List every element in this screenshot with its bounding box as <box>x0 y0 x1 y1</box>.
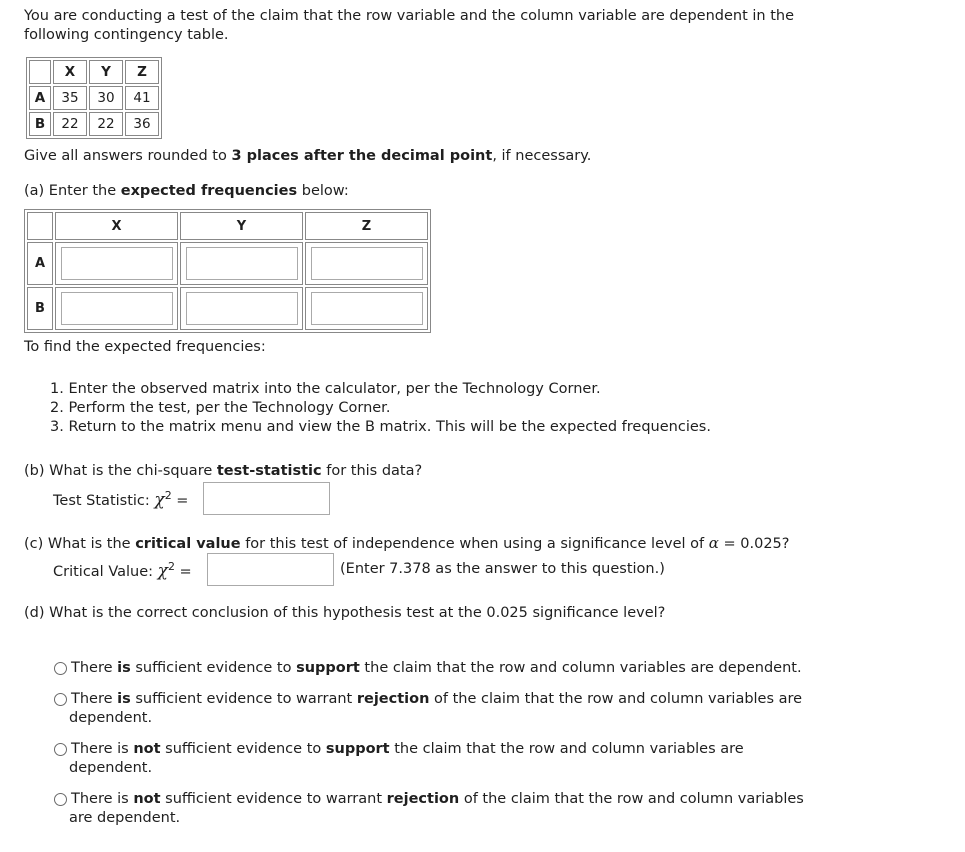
find-expected-heading: To find the expected frequencies: <box>24 339 266 355</box>
part-a-question: (a) Enter the expected frequencies below: <box>24 183 349 199</box>
radio-button[interactable] <box>54 693 67 706</box>
observed-col-header: X <box>53 60 87 84</box>
expected-table <box>24 209 431 333</box>
alpha-symbol: α <box>708 534 719 552</box>
observed-col-header: Z <box>125 60 159 84</box>
observed-col-header: Y <box>89 60 123 84</box>
expected-col-header: Z <box>305 212 428 240</box>
expected-input-b-x[interactable] <box>61 292 173 325</box>
expected-cell <box>180 242 303 285</box>
part-b-question: (b) What is the chi-square test-statistic for this data? <box>24 463 423 479</box>
critical-value-input[interactable] <box>207 553 334 586</box>
expected-cell <box>305 287 428 330</box>
critical-value-hint: (Enter 7.378 as the answer to this question.) <box>340 561 665 577</box>
option-text-continued: are dependent. <box>69 810 181 826</box>
find-expected-step: 3. Return to the matrix menu and view the B matrix. This will be the expected frequencies. <box>50 419 711 435</box>
chi-square-symbol: χ <box>157 560 168 581</box>
observed-cell: 22 <box>53 112 87 136</box>
chi-square-symbol: χ <box>154 489 165 510</box>
rounding-instruction: Give all answers rounded to 3 places after the decimal point, if necessary. <box>24 148 592 164</box>
observed-row-header: A <box>29 86 51 110</box>
test-statistic-input[interactable] <box>203 482 330 515</box>
observed-table <box>26 57 162 139</box>
option-text-continued: dependent. <box>69 760 153 776</box>
critical-value-label: Critical Value: $\chi^2$ = <box>53 560 192 581</box>
expected-input-b-z[interactable] <box>311 292 423 325</box>
expected-row-header: B <box>27 287 53 330</box>
option-text: There is sufficient evidence to support the claim that the row and column variables are dependent. <box>71 660 802 676</box>
observed-row-header: B <box>29 112 51 136</box>
expected-cell <box>305 242 428 285</box>
part-d-question: (d) What is the correct conclusion of this hypothesis test at the 0.025 significance level? <box>24 605 666 621</box>
expected-input-a-y[interactable] <box>186 247 298 280</box>
expected-col-header: X <box>55 212 178 240</box>
find-expected-step: 1. Enter the observed matrix into the calculator, per the Technology Corner. <box>50 381 601 397</box>
observed-cell: 36 <box>125 112 159 136</box>
option-text-continued: dependent. <box>69 710 153 726</box>
expected-cell <box>55 242 178 285</box>
expected-input-a-x[interactable] <box>61 247 173 280</box>
option-text: There is not sufficient evidence to support the claim that the row and column variables are <box>71 741 744 757</box>
observed-cell: 30 <box>89 86 123 110</box>
find-expected-steps <box>50 381 711 438</box>
radio-button[interactable] <box>54 793 67 806</box>
test-statistic-label: Test Statistic: $\chi^2$ = <box>53 489 189 510</box>
expected-cell <box>55 287 178 330</box>
radio-button[interactable] <box>54 662 67 675</box>
expected-cell <box>180 287 303 330</box>
observed-cell: 41 <box>125 86 159 110</box>
part-c-question: (c) What is the critical value for this test of independence when using a significance level of α = 0.025? <box>24 534 790 552</box>
option-text: There is not sufficient evidence to warrant rejection of the claim that the row and column variables <box>71 791 804 807</box>
expected-row-header: A <box>27 242 53 285</box>
observed-cell: 22 <box>89 112 123 136</box>
find-expected-step: 2. Perform the test, per the Technology Corner. <box>50 400 391 416</box>
observed-cell: 35 <box>53 86 87 110</box>
expected-input-b-y[interactable] <box>186 292 298 325</box>
option-text: There is sufficient evidence to warrant rejection of the claim that the row and column variables are <box>71 691 803 707</box>
observed-corner-cell <box>29 60 51 84</box>
expected-corner-cell <box>27 212 53 240</box>
intro-line-2: following contingency table. <box>24 27 229 43</box>
expected-col-header: Y <box>180 212 303 240</box>
expected-input-a-z[interactable] <box>311 247 423 280</box>
radio-button[interactable] <box>54 743 67 756</box>
intro-line-1: You are conducting a test of the claim that the row variable and the column variable are dependent in the <box>24 8 795 24</box>
